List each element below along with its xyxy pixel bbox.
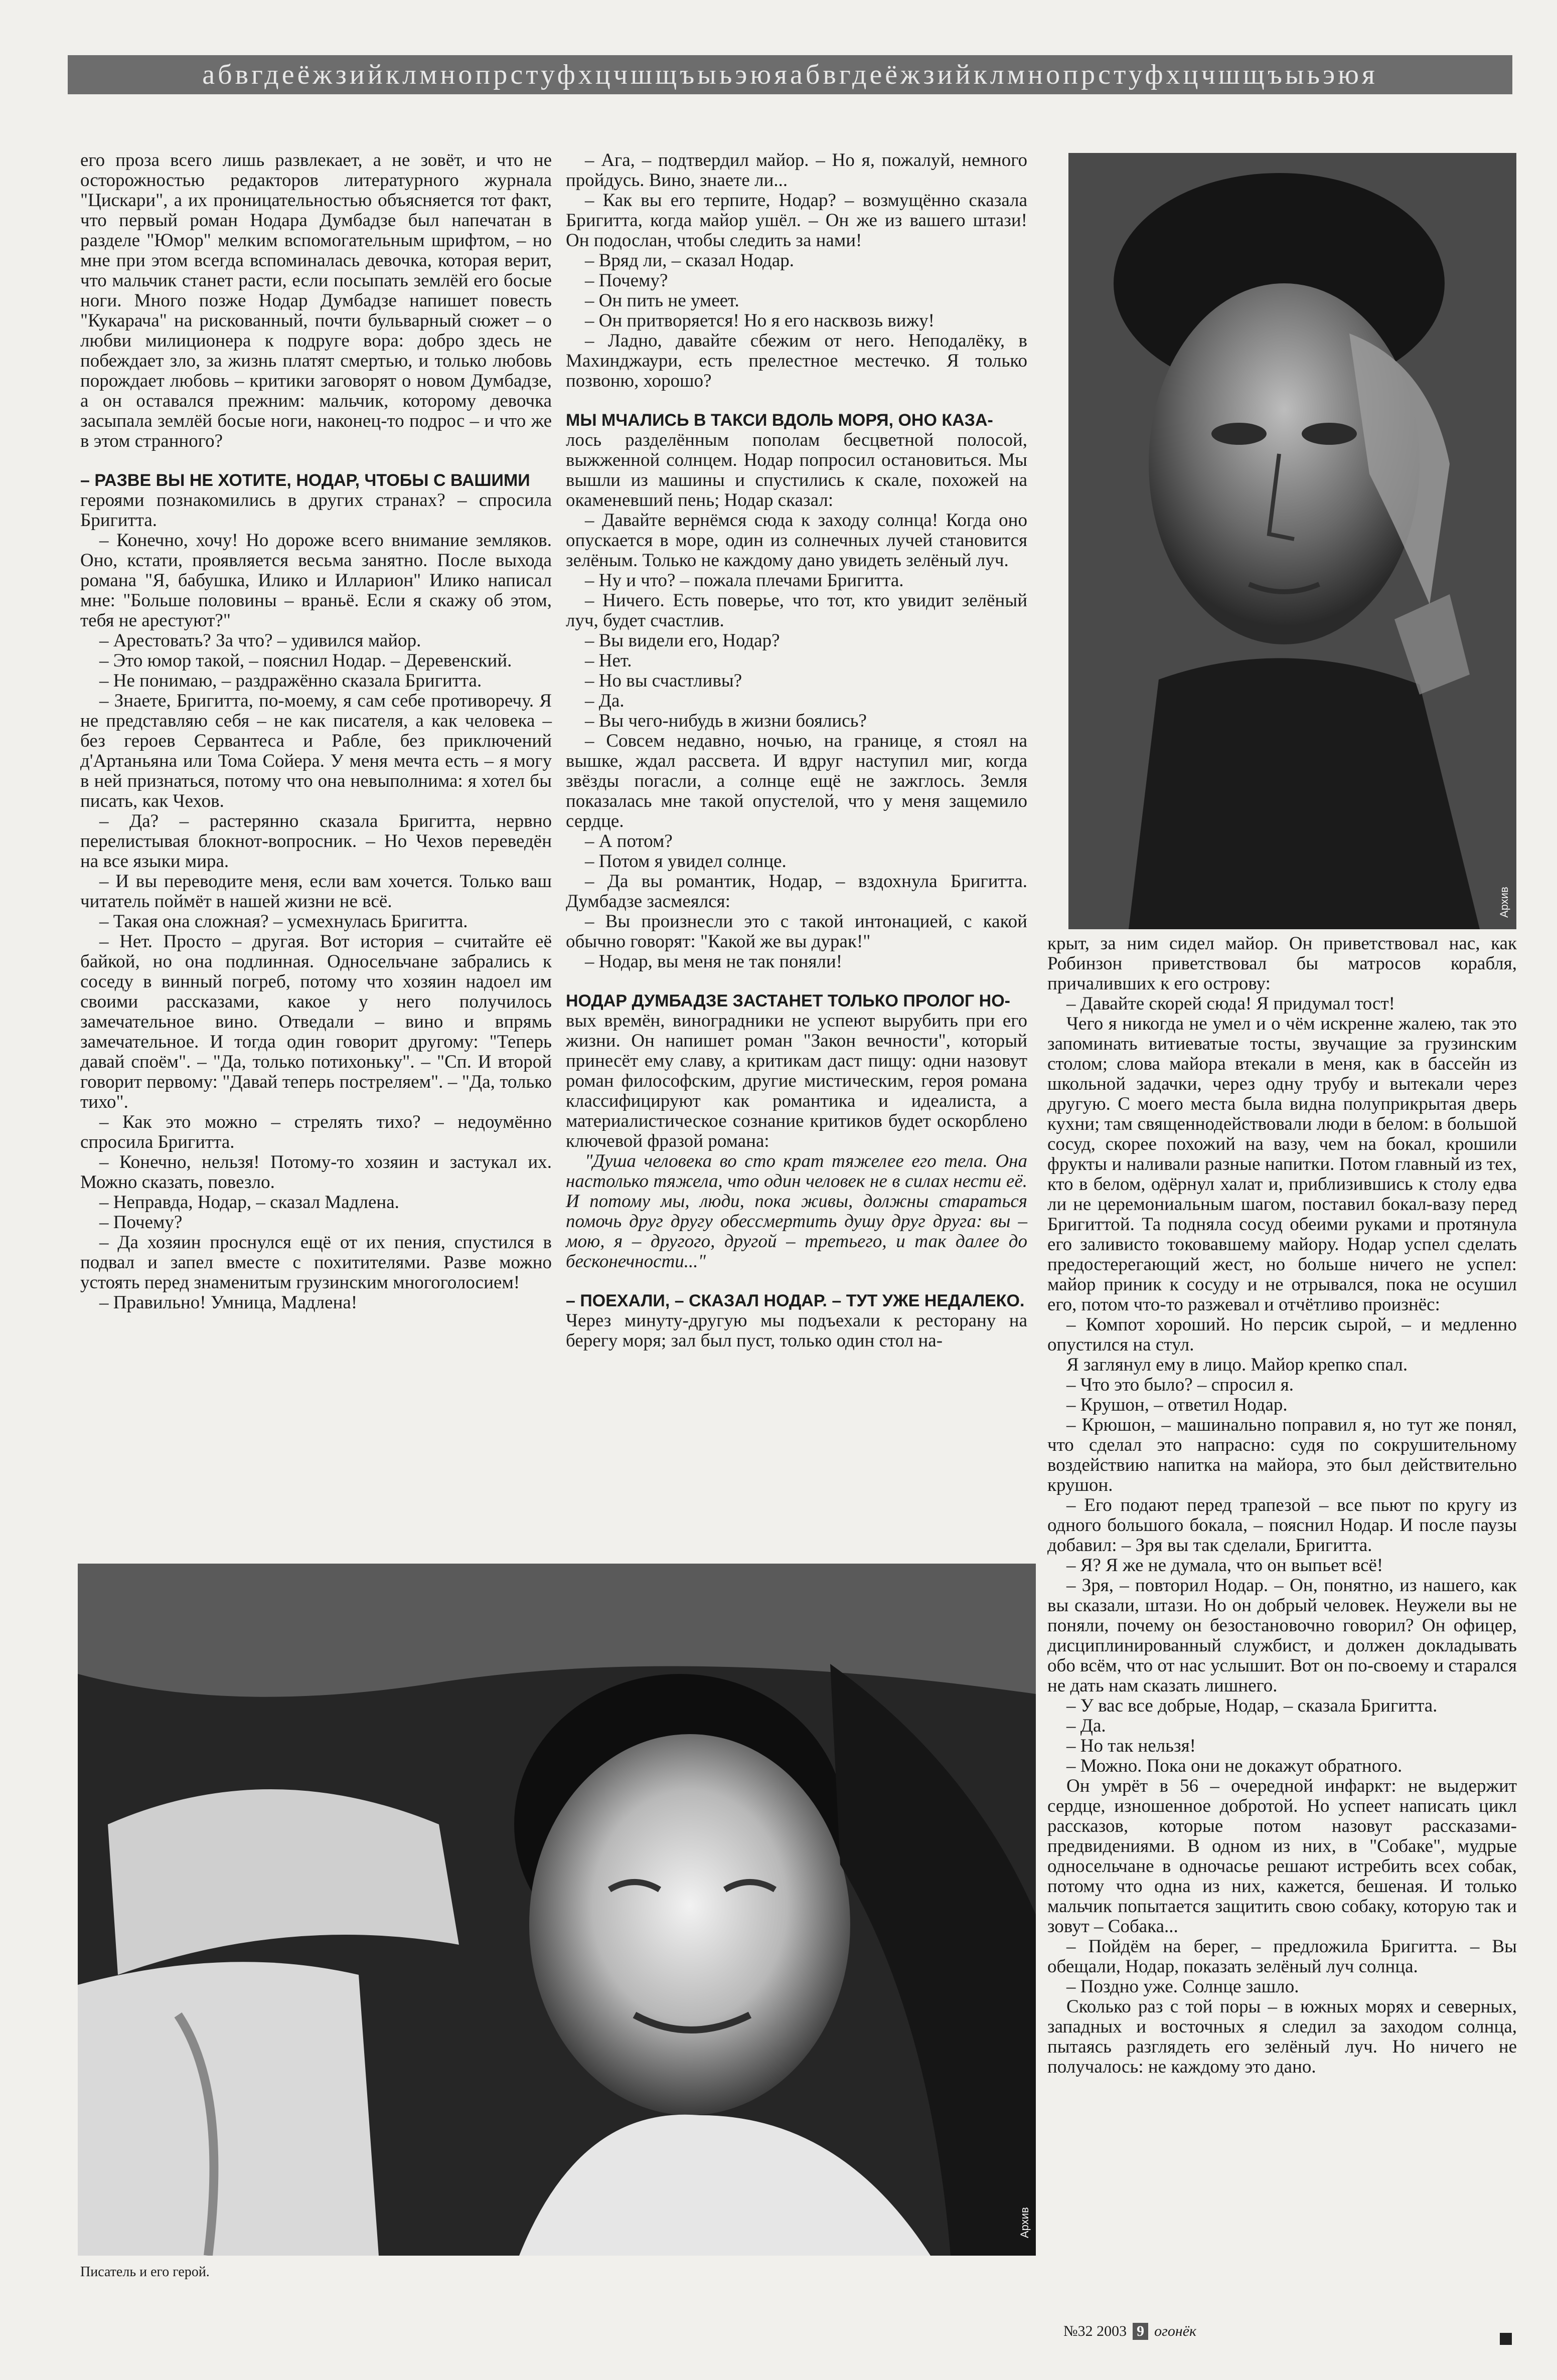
paragraph: – Крушон, – ответил Нодар.	[1066, 1395, 1288, 1415]
paragraph: – Но так нельзя!	[1066, 1736, 1196, 1756]
paragraph: – Ничего. Есть поверье, что тот, кто увидит зелёный луч, будет счастлив.	[566, 590, 1027, 631]
photo-credit: Архив	[1018, 2207, 1031, 2238]
paragraph: – Такая она сложная? – усмехнулась Бригитта.	[99, 911, 468, 932]
writer-and-hero-photo	[78, 1564, 1036, 2256]
photo-caption: Писатель и его герой.	[80, 2264, 210, 2280]
paragraph: лось разделённым пополам бесцветной полосой, выжженной солнцем. Нодар попросил остановиться. Мы вышли из машины и спустились к скале, похожей на окаменевший пень; Нодар сказал:	[566, 430, 1027, 511]
paragraph: – Знаете, Бригитта, по-моему, я сам себе противоречу. Я не представляю себя – не как писателя, а как человека – без героев Сервантеса и Рабле, без приключений д'Артаньяна или Тома Сойера. У меня мечта есть – я могу в ней признаться, потому что она невыполнима: я хотел бы писать, как Чехов.	[80, 691, 552, 811]
issue-number: №32 2003	[1063, 2323, 1127, 2339]
text-column-3	[1047, 934, 1517, 2077]
page-number: 9	[1133, 2323, 1148, 2340]
paragraph: Сколько раз с той поры – в южных морях и северных, западных и восточных я следил за заходом солнца, пытаясь разглядеть его зелёный луч. Но ничего не получалось: не каждому это дано.	[1047, 1996, 1517, 2077]
paragraph: – Это юмор такой, – пояснил Нодар. – Деревенский.	[99, 650, 512, 671]
paragraph: – Нет.	[585, 650, 632, 671]
paragraph: Он умрёт в 56 – очередной инфаркт: не выдержит сердце, изношенное добротой. Но успеет написать цикл рассказов, которые потом назовут рассказами-предвидениями. В одном из них, в "Собаке", мудрые односельчане в одночасье решают истребить всех собак, потому что одна из них, кажется, бешеная. И только мальчик попытается защитить свою собаку, которую так и зовут – Собака...	[1047, 1776, 1517, 1937]
paragraph: – Можно. Пока они не докажут обратного.	[1066, 1756, 1403, 1776]
paragraph: – Что это было? – спросил я.	[1066, 1375, 1294, 1395]
paragraph: – Конечно, нельзя! Потому-то хозяин и застукал их. Можно сказать, повезло.	[80, 1152, 552, 1193]
paragraph: – Арестовать? За что? – удивился майор.	[99, 630, 421, 651]
paragraph: его проза всего лишь развлекает, а не зовёт, и что не осторожностью редакторов литературного журнала "Цискари", а их проницательностью объясняется тот факт, что первый роман Нодара Думбадзе был напечатан в разделе "Юмор" мелким вспомогательным шрифтом, – но мне при этом всегда вспоминалась девочка, которая верит, что мальчик станет расти, если посыпать землёй его босые ноги. Много позже Нодар Думбадзе напишет повесть "Кукарача" на рискованный, почти бульварный сюжет – о любви милиционера к подруге вора: добро здесь не побеждает зло, за жизнь платят смертью, и только любовь порождает любовь – критики заговорят о новом Думбадзе, а он оставался прежним: мальчик, которому девочка засыпала землёй босые ноги, наконец-то подрос – и что же в этом странного?	[80, 150, 552, 451]
paragraph: – Почему?	[99, 1212, 183, 1233]
paragraph: вых времён, виноградники не успеют вырубить при его жизни. Он напишет роман "Закон вечности", который принесёт ему славу, а критикам даст пищу: одни назовут роман философским, другие мистическим, героя романа классифицируют как романтика и идеалиста, а материалистическое сознание критиков будет оскорблено ключевой фразой романа:	[566, 1010, 1027, 1151]
alphabet-header-band: абвгдеёжзийклмнопрстуфхцчшщъыьэюяабвгдеёжзийклмнопрстуфхцчшщъыьэюя	[68, 55, 1512, 94]
section-heading: – РАЗВЕ ВЫ НЕ ХОТИТЕ, НОДАР, ЧТОБЫ С ВАШИМИ	[80, 471, 530, 490]
portrait-illustration	[1068, 153, 1516, 929]
paragraph: – Ладно, давайте сбежим от него. Неподалёку, в Махинджаури, есть прелестное местечко. Я только позвоню, хорошо?	[566, 330, 1027, 391]
text-column-2	[566, 150, 1027, 1351]
paragraph: – Нодар, вы меня не так поняли!	[585, 951, 843, 972]
paragraph: – Он притворяется! Но я его насквозь вижу!	[585, 310, 935, 331]
magazine-logo: огонёк	[1154, 2323, 1197, 2339]
paragraph: – У вас все добрые, Нодар, – сказала Бригитта.	[1066, 1695, 1438, 1716]
paragraph: – Как вы его терпите, Нодар? – возмущённо сказала Бригитта, когда майор ушёл. – Он же из вашего штази! Он подослан, чтобы следить за нами!	[566, 190, 1027, 251]
end-of-article-mark	[1500, 2333, 1512, 2345]
paragraph: – Не понимаю, – раздражённо сказала Бригитта.	[99, 670, 482, 691]
paragraph: – Поздно уже. Солнце зашло.	[1066, 1976, 1299, 1997]
paragraph: – Вы произнесли это с такой интонацией, с какой обычно говорят: "Какой же вы дурак!"	[566, 911, 1027, 952]
section-heading: НОДАР ДУМБАДЗЕ ЗАСТАНЕТ ТОЛЬКО ПРОЛОГ НО-	[566, 991, 1010, 1010]
paragraph: – Пойдём на берег, – предложила Бригитта. – Вы обещали, Нодар, показать зелёный луч солнца.	[1047, 1936, 1517, 1977]
paragraph: – Вряд ли, – сказал Нодар.	[585, 250, 795, 271]
paragraph: крыт, за ним сидел майор. Он приветствовал нас, как Робинзон приветствовал бы матросов корабля, причаливших к его острову:	[1047, 933, 1517, 994]
paragraph: – Да.	[1066, 1716, 1106, 1736]
paragraph: Через минуту-другую мы подъехали к ресторану на берегу моря; зал был пуст, только один стол на-	[566, 1310, 1027, 1351]
section-heading: – ПОЕХАЛИ, – СКАЗАЛ НОДАР. – ТУТ УЖЕ НЕДАЛЕКО.	[566, 1291, 1025, 1310]
paragraph: – Почему?	[585, 270, 668, 291]
paragraph: – Я? Я же не думала, что он выпьет всё!	[1066, 1555, 1383, 1576]
paragraph: – Крюшон, – машинально поправил я, но тут же понял, что сделал это напрасно: судя по сокрушительному воздействию напитка на майора, это был действительно крушон.	[1047, 1415, 1517, 1495]
text-column-1	[80, 150, 552, 1313]
paragraph: – Ага, – подтвердил майор. – Но я, пожалуй, немного пройдусь. Вино, знаете ли...	[566, 150, 1027, 191]
paragraph: – Как это можно – стрелять тихо? – недоумённо спросила Бригитта.	[80, 1112, 552, 1152]
paragraph: – Компот хороший. Но персик сырой, – и медленно опустился на стул.	[1047, 1314, 1517, 1355]
section-heading: МЫ МЧАЛИСЬ В ТАКСИ ВДОЛЬ МОРЯ, ОНО КАЗА-	[566, 411, 993, 430]
paragraph: – Правильно! Умница, Мадлена!	[99, 1292, 358, 1313]
paragraph: – Давайте вернёмся сюда к заходу солнца! Когда оно опускается в море, один из солнечных лучей становится зелёным. Только не каждому дано увидеть зелёный луч.	[566, 510, 1027, 571]
paragraph: – Нет. Просто – другая. Вот история – считайте её байкой, но она подлинная. Односельчане забрались к соседу в винный погреб, потому что хозяин надоел им своими рассказами, какое у него получилось замечательное вино. Отведали – вино и впрямь замечательное. И тогда один говорит другому: "Теперь давай споём". – "Да, только потихоньку". – "Сп. И второй говорит первому: "Давай теперь постреляем". – "Да, только тихо".	[80, 931, 552, 1112]
paragraph: – Ну и что? – пожала плечами Бригитта.	[585, 570, 904, 591]
page-footer	[1063, 2323, 1196, 2340]
paragraph: – Вы видели его, Нодар?	[585, 630, 780, 651]
paragraph: – Да.	[585, 691, 625, 711]
photo-credit: Архив	[1498, 887, 1510, 918]
paragraph: героями познакомились в других странах? – спросила Бригитта.	[80, 490, 552, 531]
paragraph: – Потом я увидел солнце.	[585, 851, 787, 872]
paragraph: – Он пить не умеет.	[585, 290, 739, 311]
author-portrait-photo	[1068, 153, 1516, 929]
paragraph: Я заглянул ему в лицо. Майор крепко спал.	[1066, 1354, 1408, 1375]
paragraph: – Да? – растерянно сказала Бригитта, нервно перелистывая блокнот-вопросник. – Но Чехов переведён на все языки мира.	[80, 811, 552, 872]
paragraph: – Да вы романтик, Нодар, – вздохнула Бригитта. Думбадзе засмеялся:	[566, 871, 1027, 912]
paragraph: – Конечно, хочу! Но дороже всего внимание земляков. Оно, кстати, проявляется весьма занятно. После выхода романа "Я, бабушка, Илико и Илларион" Илико написал мне: "Больше половины – враньё. Если я скажу об этом, тебя не арестуют?"	[80, 530, 552, 631]
paragraph: – Давайте скорей сюда! Я придумал тост!	[1066, 993, 1395, 1014]
paragraph: – Его подают перед трапезой – все пьют по кругу из одного большого бокала, – пояснил Нодар. И после паузы добавил: – Зря вы так сделали, Бригитта.	[1047, 1495, 1517, 1556]
paragraph: Чего я никогда не умел и о чём искренне жалею, так это запоминать витиеватые тосты, звучащие за грузинским столом; слова майора втекали в меня, как в бассейн из школьной задачки, через одну трубу и вытекали через другую. С моего места была видна полуприкрытая дверь кухни; там священнодействовали люди в белом: в большой сосуд, скорее похожий на вазу, чем на бокал, крошили фрукты и наливали разные напитки. Потом главный из тех, кто в белом, одёрнул халат и, приблизившись к столу едва ли не церемониальным шагом, поставил бокал-вазу перед Бригиттой. Та подняла сосуд обеими руками и протянула его заливисто токовавшему майору. Нодар успел сделать предостерегающий жест, но больше ничего не успел: майор приник к сосуду и не отрывался, пока не осушил его, потом что-то разжевал и отчётливо произнёс:	[1047, 1013, 1517, 1315]
paragraph: – Да хозяин проснулся ещё от их пения, спустился в подвал и запел вместе с похитителями. Разве можно устоять перед знаменитым грузинским многоголосием!	[80, 1232, 552, 1293]
paragraph: – Но вы счастливы?	[585, 670, 742, 691]
paragraph: – И вы переводите меня, если вам хочется. Только ваш читатель поймёт в нашей жизни не всё.	[80, 871, 552, 912]
writer-and-hero-illustration	[78, 1564, 1036, 2256]
paragraph: – Зря, – повторил Нодар. – Он, понятно, из нашего, как вы сказали, штази. Но он добрый человек. Неужели вы не поняли, почему он безостановочно говорил? Он офицер, дисциплинированный службист, и должен докладывать обо всём, что от нас услышит. Вот он по-своему и старался не дать нам сказать лишнего.	[1047, 1575, 1517, 1696]
paragraph: – А потом?	[585, 831, 673, 852]
paragraph: – Неправда, Нодар, – сказал Мадлена.	[99, 1192, 399, 1213]
quote-paragraph: "Душа человека во сто крат тяжелее его тела. Она настолько тяжела, что один человек не в силах нести её. И потому мы, люди, пока живы, должны стараться помочь друг другу обессмертить душу друг друга: вы – мою, я – другого, другой – третьего, и так далее до бесконечности..."	[566, 1151, 1027, 1272]
paragraph: – Вы чего-нибудь в жизни боялись?	[585, 711, 867, 731]
paragraph: – Совсем недавно, ночью, на границе, я стоял на вышке, ждал рассвета. И вдруг наступил миг, когда звёзды погасли, а солнце ещё не зажглось. Земля показалась мне такой опустелой, что у меня защемило сердце.	[566, 731, 1027, 831]
